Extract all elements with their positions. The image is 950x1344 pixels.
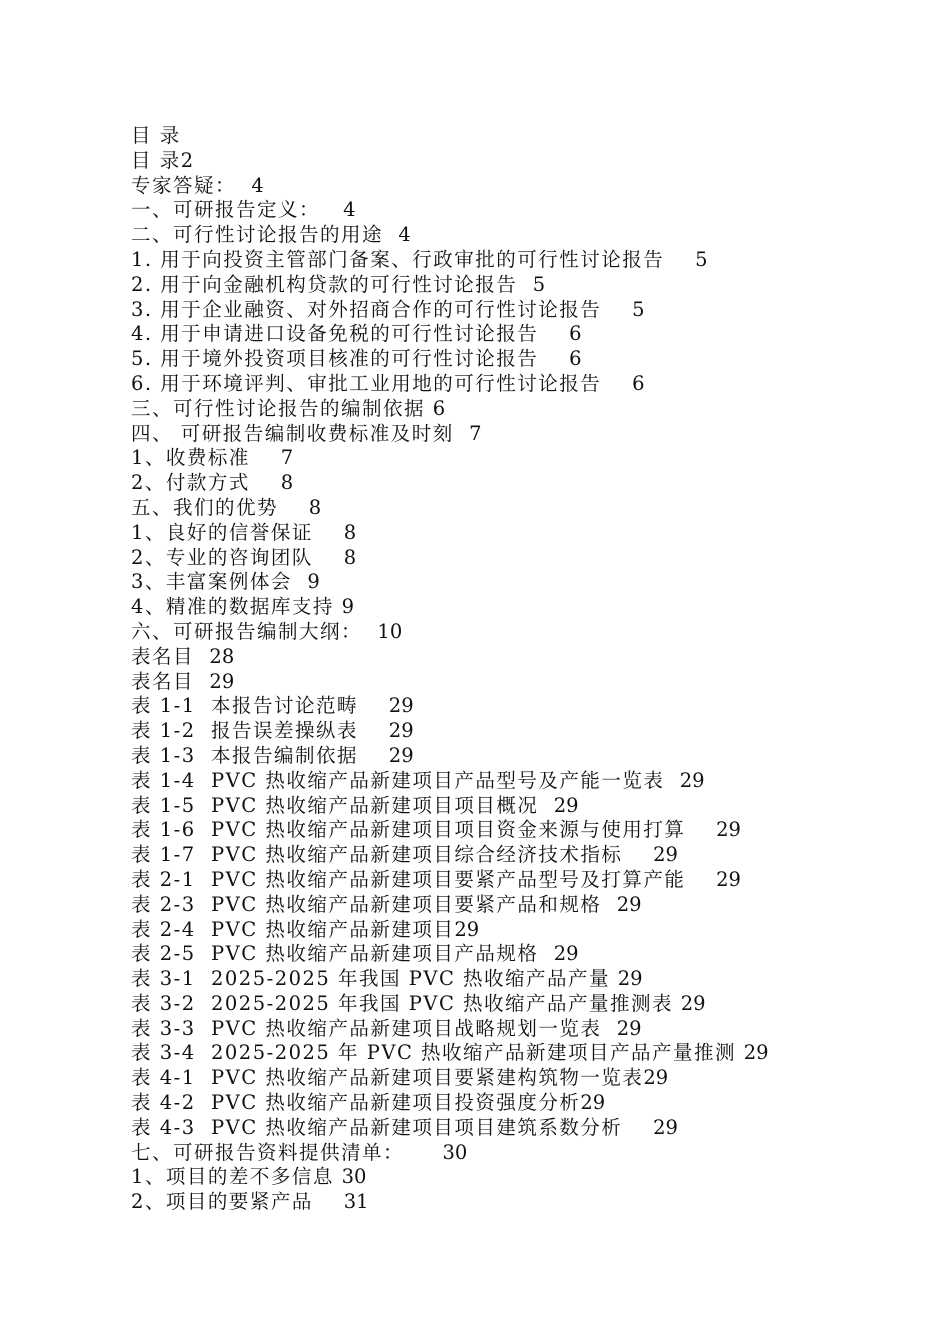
- toc-entry-page: 9: [307, 570, 320, 594]
- toc-entry-page: 8: [343, 520, 357, 544]
- toc-entry: [131, 521, 851, 546]
- toc-entry-page: 6: [569, 347, 582, 371]
- toc-entry-page: 6: [632, 371, 645, 395]
- toc-entry-text: 2. 用于向金融机构贷款的可行性讨论报告: [131, 272, 533, 296]
- toc-entry-text: 表 1-4 PVC 热收缩产品新建项目产品型号及产能一览表: [131, 768, 680, 792]
- toc-entry-page: 29: [617, 967, 643, 991]
- toc-entry-page: 30: [442, 1140, 468, 1164]
- toc-entry-page: 6: [432, 396, 446, 420]
- toc-entry-text: 2、项目的要紧产品: [131, 1190, 344, 1214]
- toc-entry: [131, 372, 851, 397]
- toc-entry-text: 1、收费标准: [131, 446, 281, 470]
- table-of-contents: [131, 124, 851, 1215]
- toc-entry-page: 5: [695, 247, 708, 271]
- toc-entry-page: 2: [180, 148, 194, 172]
- toc-entry-page: 29: [743, 1041, 769, 1065]
- toc-entry-text: 表 2-5 PVC 热收缩产品新建项目产品规格: [131, 942, 554, 966]
- toc-entry: [131, 1066, 851, 1091]
- toc-entry-text: 表名目: [131, 669, 210, 693]
- toc-entry: [131, 1116, 851, 1141]
- toc-entry-page: 8: [308, 495, 322, 519]
- toc-entry-page: 7: [280, 446, 294, 470]
- toc-entry: [131, 769, 851, 794]
- toc-entry: [131, 546, 851, 571]
- toc-entry: [131, 645, 851, 670]
- toc-entry-text: 表 4-2 PVC 热收缩产品新建项目投资强度分析: [131, 1091, 581, 1115]
- toc-entry-page: 29: [653, 1115, 678, 1139]
- toc-entry-text: 5. 用于境外投资项目核准的可行性讨论报告: [131, 347, 570, 371]
- toc-entry: [131, 570, 851, 595]
- toc-entry-text: 1、良好的信誉保证: [131, 520, 344, 544]
- toc-entry-page: 29: [388, 694, 414, 718]
- toc-entry: [131, 744, 851, 769]
- toc-entry-page: 8: [280, 471, 294, 495]
- toc-entry-text: 表 3-4 2025-2025 年 PVC 热收缩产品新建项目产品产量推测: [131, 1041, 744, 1065]
- toc-entry: [131, 1017, 851, 1042]
- toc-entry: [131, 198, 851, 223]
- toc-entry-page: 29: [388, 743, 414, 767]
- toc-entry-page: 7: [469, 421, 482, 445]
- toc-entry-text: 表 1-3 本报告编制依据: [131, 743, 389, 767]
- toc-entry-text: 表名目: [131, 644, 210, 668]
- toc-entry-text: 2、专业的咨询团队: [131, 545, 344, 569]
- toc-entry: [131, 149, 851, 174]
- toc-entry-page: 29: [679, 768, 705, 792]
- toc-entry-page: 29: [209, 669, 235, 693]
- toc-heading: [131, 124, 851, 149]
- toc-entry-page: 4: [343, 198, 356, 222]
- toc-entry-text: 表 1-7 PVC 热收缩产品新建项目综合经济技术指标: [131, 843, 654, 867]
- toc-entry: [131, 868, 851, 893]
- toc-entry: [131, 1190, 851, 1215]
- toc-entry-page: 29: [553, 793, 579, 817]
- toc-entry-page: 30: [341, 1165, 367, 1189]
- toc-entry: [131, 1091, 851, 1116]
- toc-entry: [131, 248, 851, 273]
- toc-entry-page: 29: [716, 867, 741, 891]
- toc-entry-text: 表 3-1 2025-2025 年我国 PVC 热收缩产品产量: [131, 967, 618, 991]
- toc-entry: [131, 818, 851, 843]
- toc-entry: [131, 1041, 851, 1066]
- toc-entry-page: 29: [388, 719, 414, 743]
- toc-entry-page: 29: [454, 917, 480, 941]
- toc-entry: [131, 719, 851, 744]
- toc-entry-text: 表 2-4 PVC 热收缩产品新建项目: [131, 917, 455, 941]
- toc-entry-text: 目 录: [131, 124, 181, 147]
- toc-entry-text: 表 1-6 PVC 热收缩产品新建项目项目资金来源与使用打算: [131, 818, 717, 842]
- toc-entry-page: 28: [209, 644, 235, 668]
- toc-entry: [131, 322, 851, 347]
- toc-entry: [131, 422, 851, 447]
- toc-entry-text: 三、可行性讨论报告的编制依据: [131, 396, 433, 420]
- toc-entry-page: 5: [532, 272, 546, 296]
- toc-entry-page: 6: [569, 322, 582, 346]
- toc-entry-text: 1、项目的差不多信息: [131, 1165, 342, 1189]
- toc-entry-text: 表 4-1 PVC 热收缩产品新建项目要紧建构筑物一览表: [131, 1066, 644, 1090]
- toc-entry-page: 29: [616, 1016, 642, 1040]
- toc-entry-text: 五、我们的优势: [131, 495, 309, 519]
- toc-entry-page: 29: [680, 991, 706, 1015]
- toc-entry-page: 4: [251, 173, 264, 197]
- toc-entry: [131, 347, 851, 372]
- toc-entry: [131, 223, 851, 248]
- toc-entry: [131, 918, 851, 943]
- toc-entry-text: 1. 用于向投资主管部门备案、行政审批的可行性讨论报告: [131, 247, 696, 271]
- toc-entry: [131, 1165, 851, 1190]
- toc-entry-page: 29: [616, 892, 642, 916]
- toc-entry: [131, 992, 851, 1017]
- toc-entry-text: 表 3-3 PVC 热收缩产品新建项目战略规划一览表: [131, 1016, 617, 1040]
- toc-entry-text: 2、付款方式: [131, 471, 281, 495]
- toc-entry: [131, 694, 851, 719]
- toc-entry: [131, 397, 851, 422]
- toc-entry: [131, 595, 851, 620]
- toc-entry: [131, 670, 851, 695]
- toc-entry-page: 4: [398, 223, 411, 247]
- toc-entry: [131, 620, 851, 645]
- toc-entry-page: 5: [632, 297, 645, 321]
- toc-entry-page: 8: [343, 545, 357, 569]
- toc-entry-text: 4. 用于申请进口设备免税的可行性讨论报告: [131, 322, 570, 346]
- toc-entry-page: 10: [377, 619, 403, 643]
- toc-entry-page: 9: [341, 595, 355, 619]
- toc-entry-text: 四、 可研报告编制收费标准及时刻: [131, 421, 470, 445]
- toc-entry-page: 29: [553, 942, 579, 966]
- toc-entry-page: 29: [653, 843, 678, 867]
- toc-entry-text: 4、精准的数据库支持: [131, 595, 342, 619]
- toc-entry-text: 目 录: [131, 148, 181, 172]
- toc-entry-text: 一、可研报告定义：: [131, 198, 344, 222]
- toc-entry: [131, 942, 851, 967]
- toc-entry: [131, 471, 851, 496]
- toc-entry-text: 专家答疑：: [131, 173, 252, 197]
- toc-entry: [131, 446, 851, 471]
- toc-entry-text: 二、可行性讨论报告的用途: [131, 223, 399, 247]
- toc-entry-text: 3、丰富案例体会: [131, 570, 308, 594]
- toc-entry-text: 表 1-2 报告误差操纵表: [131, 719, 389, 743]
- toc-entry-text: 表 2-3 PVC 热收缩产品新建项目要紧产品和规格: [131, 892, 617, 916]
- toc-entry: [131, 967, 851, 992]
- toc-entry: [131, 1141, 851, 1166]
- toc-entry-text: 六、可研报告编制大纲：: [131, 619, 378, 643]
- toc-entry: [131, 496, 851, 521]
- toc-entry-text: 七、可研报告资料提供清单：: [131, 1140, 443, 1164]
- toc-entry-page: 29: [580, 1091, 606, 1115]
- toc-entry-text: 表 1-5 PVC 热收缩产品新建项目项目概况: [131, 793, 554, 817]
- toc-entry-text: 表 4-3 PVC 热收缩产品新建项目项目建筑系数分析: [131, 1115, 654, 1139]
- toc-entry-text: 6. 用于环境评判、审批工业用地的可行性讨论报告: [131, 371, 633, 395]
- toc-entry: [131, 893, 851, 918]
- toc-entry-text: 表 2-1 PVC 热收缩产品新建项目要紧产品型号及打算产能: [131, 867, 717, 891]
- toc-entry-page: 29: [716, 818, 741, 842]
- toc-entry: [131, 794, 851, 819]
- toc-entry: [131, 843, 851, 868]
- toc-entry: [131, 298, 851, 323]
- toc-entry: [131, 273, 851, 298]
- toc-entry-page: 31: [343, 1190, 369, 1214]
- toc-entry-text: 表 1-1 本报告讨论范畴: [131, 694, 389, 718]
- toc-entry: [131, 174, 851, 199]
- toc-entry-text: 3. 用于企业融资、对外招商合作的可行性讨论报告: [131, 297, 633, 321]
- toc-entry-text: 表 3-2 2025-2025 年我国 PVC 热收缩产品产量推测表: [131, 991, 681, 1015]
- toc-entry-page: 29: [643, 1066, 669, 1090]
